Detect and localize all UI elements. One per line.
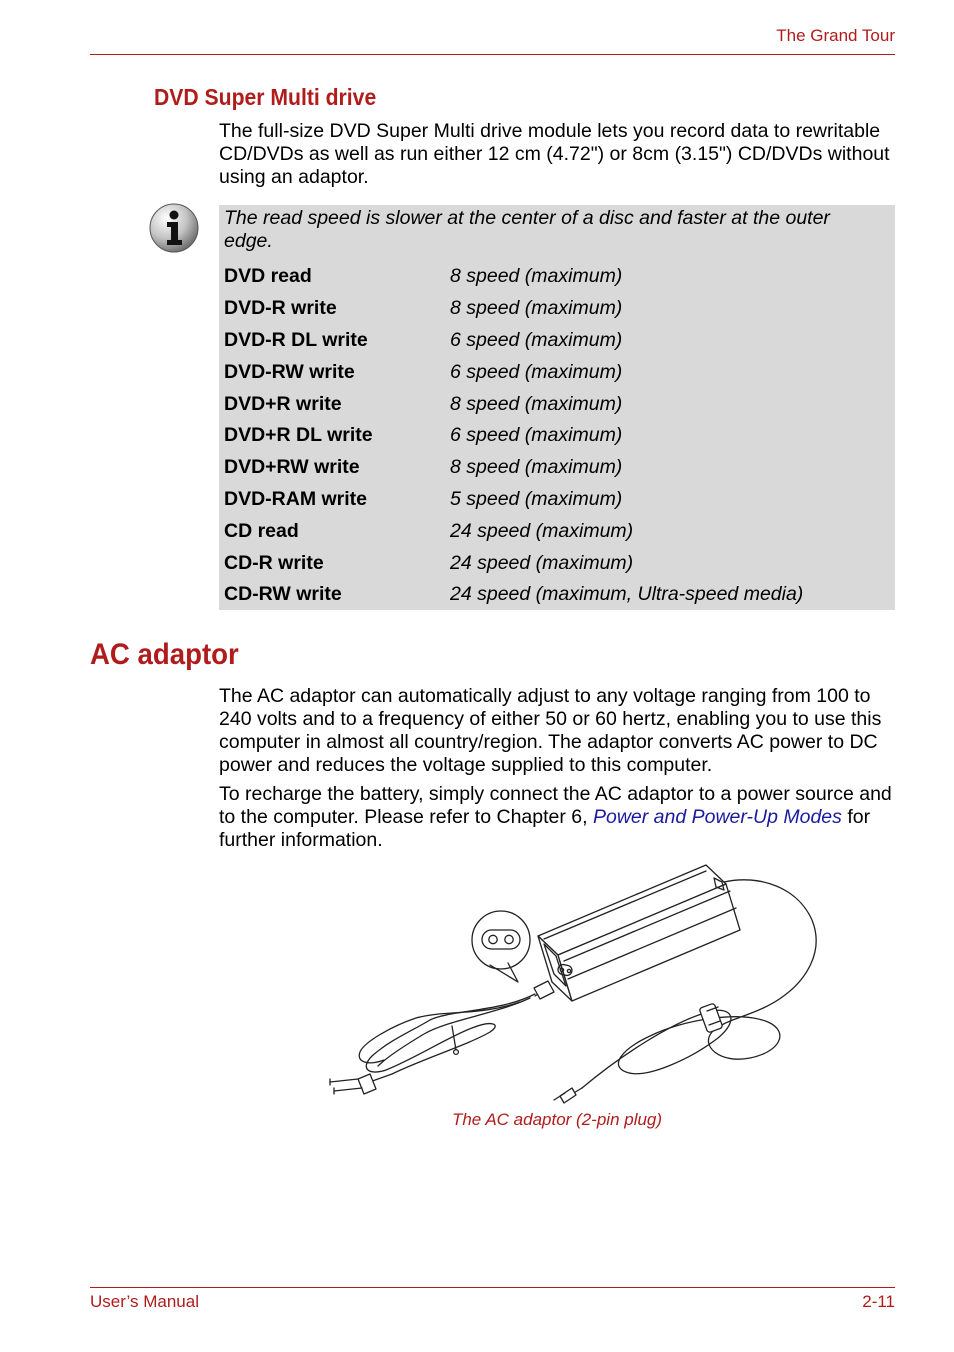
speed-row-label: CD-R write [224,551,324,574]
info-icon [148,202,200,254]
speed-row [224,356,884,388]
speed-row [224,261,884,293]
footer-manual-title: User’s Manual [90,1292,199,1311]
ac-paragraph-2-tail: for further information. [219,806,871,851]
ac-adaptor-illustration [320,860,820,1105]
footer-rule [90,1287,895,1288]
note-text: The read speed is slower at the center of a disc and faster at the outer edge. [224,207,830,252]
speed-row-label: CD-RW write [224,583,342,606]
speed-row-value: 6 speed (maximum) [450,360,623,383]
speed-row-label: DVD+R write [224,392,342,415]
ac-section-heading: AC adaptor [90,638,239,671]
speed-row-label: DVD+R DL write [224,424,373,447]
speed-row [224,420,884,452]
power-modes-link[interactable]: Power and Power-Up Modes [592,806,842,828]
ac-cord [330,981,554,1094]
socket-callout [472,911,530,969]
speed-row-label: CD read [224,519,299,542]
speed-row-label: DVD-R write [224,297,337,320]
ac-paragraph-2-text: To recharge the battery, simply connect the AC adaptor to a power source and to the computer. Please refer to Chapter 6, [219,783,892,828]
speed-row [224,293,884,325]
speed-row-label: DVD-RAM write [224,487,368,510]
adaptor-body [538,865,740,1001]
speed-row-value: 24 speed (maximum) [450,519,634,542]
dvd-section-heading: DVD Super Multi drive [154,84,377,110]
header-rule [90,54,895,55]
page-number: 2-11 [862,1292,895,1311]
dvd-paragraph: The full-size DVD Super Multi drive module lets you record data to rewritable CD/DVDs as well as run either 12 cm (4.72") or 8cm (3.15") CD/DVDs without using an adaptor. [219,120,890,188]
speed-row [224,388,884,420]
header-title: The Grand Tour [776,26,895,45]
speed-row [224,484,884,516]
speed-row [224,515,884,547]
speed-row-value: 8 speed (maximum) [450,392,623,415]
speed-row-label: DVD-R DL write [224,328,368,351]
speed-row-value: 24 speed (maximum) [450,551,634,574]
speed-row-label: DVD-RW write [224,360,355,383]
ac-paragraph-1: The AC adaptor can automatically adjust to any voltage ranging from 100 to 240 volts and to a frequency of either 50 or 60 hertz, enabling you to use this computer in almost all country/region. The adaptor converts AC power to DC power and reduces the voltage supplied to this computer. [219,685,882,776]
speed-table [224,261,884,611]
speed-row [224,579,884,611]
speed-row-value: 6 speed (maximum) [450,328,623,351]
figure-caption: The AC adaptor (2-pin plug) [451,1110,663,1129]
speed-row-label: DVD read [224,265,312,288]
speed-row-label: DVD+RW write [224,456,360,479]
speed-row [224,547,884,579]
speed-row [224,325,884,357]
speed-row-value: 8 speed (maximum) [450,456,623,479]
note-box [219,205,895,610]
speed-row-value: 5 speed (maximum) [450,487,623,510]
speed-row-value: 8 speed (maximum) [450,297,623,320]
speed-row-value: 8 speed (maximum) [450,265,623,288]
speed-row-value: 6 speed (maximum) [450,424,623,447]
speed-row [224,452,884,484]
speed-row-value: 24 speed (maximum, Ultra-speed media) [450,583,804,606]
ac-paragraph-2 [219,783,895,852]
